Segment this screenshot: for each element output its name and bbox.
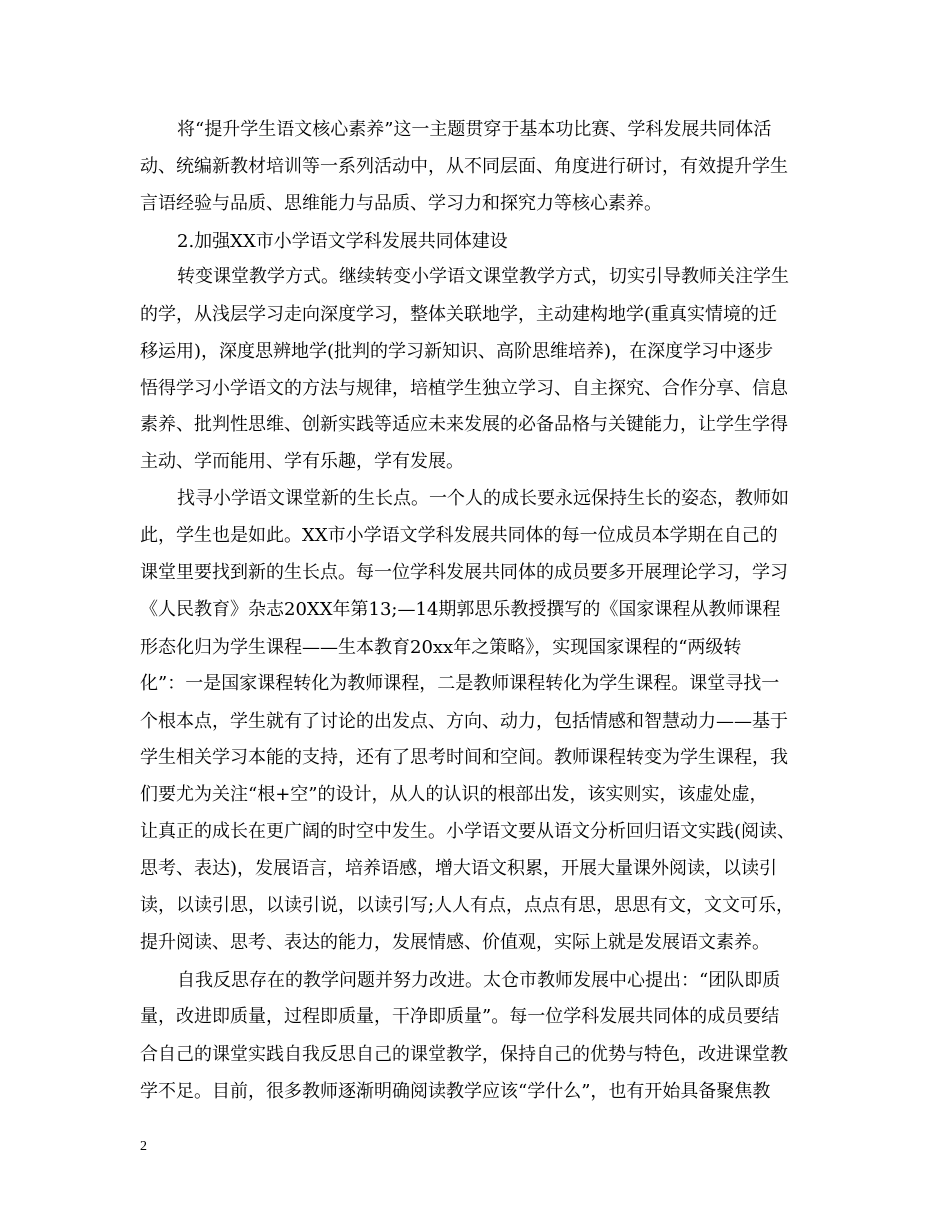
text-line: 转变课堂教学方式。继续转变小学语文课堂教学方式，切实引导教师关注学生 — [177, 266, 789, 287]
text-line: 2.加强XX市小学语文学科发展共同体建设 — [177, 231, 508, 252]
text-line: 素养、批判性思维、创新实践等适应未来发展的必备品格与关键能力，让学生学得 — [140, 414, 788, 435]
text-line: 此，学生也是如此。XX市小学语文学科发展共同体的每一位成员本学期在自己的 — [140, 525, 778, 546]
text-line: 个根本点，学生就有了讨论的出发点、方向、动力，包括情感和智慧动力——基于 — [140, 711, 788, 732]
text-line: 动、统编新教材培训等一系列活动中，从不同层面、角度进行研讨，有效提升学生 — [140, 156, 788, 177]
page-number: 2 — [140, 1139, 147, 1154]
text-line: 课堂里要找到新的生长点。每一位学科发展共同体的成员要多开展理论学习，学习 — [140, 562, 788, 583]
text-line: 形态化归为学生课程——生本教育20xx年之策略》，实现国家课程的“两级转 — [140, 637, 742, 658]
text-line: 的学，从浅层学习走向深度学习，整体关联地学，主动建构地学(重真实情境的迁 — [140, 304, 778, 325]
text-line: 思考、表达)，发展语言，培养语感，增大语文积累，开展大量课外阅读，以读引 — [140, 858, 778, 879]
text-line: 自我反思存在的教学问题并努力改进。太仓市教师发展中心提出：“团队即质 — [177, 970, 781, 991]
text-line: 找寻小学语文课堂新的生长点。一个人的成长要永远保持生长的姿态，教师如 — [177, 488, 789, 509]
text-line: 读，以读引思，以读引说，以读引写;人人有点，点点有思，思思有文，文文可乐， — [140, 895, 795, 916]
text-line: 化”：一是国家课程转化为教师课程，二是教师课程转化为学生课程。课堂寻找一 — [140, 673, 780, 694]
text-line: 言语经验与品质、思维能力与品质、学习力和探究力等核心素养。 — [140, 193, 662, 214]
text-line: 主动、学而能用、学有乐趣，学有发展。 — [140, 451, 464, 472]
text-line: 提升阅读、思考、表达的能力，发展情感、价值观，实际上就是发展语文素养。 — [140, 932, 770, 953]
text-line: 《人民教育》杂志20XX年第13;—14期郭思乐教授撰写的《国家课程从教师课程 — [140, 599, 781, 620]
text-line: 移运用)，深度思辨地学(批判的学习新知识、高阶思维培养)，在深度学习中逐步 — [140, 341, 774, 362]
text-line: 悟得学习小学语文的方法与规律，培植学生独立学习、自主探究、合作分享、信息 — [140, 378, 788, 399]
text-line: 让真正的成长在更广阔的时空中发生。小学语文要从语文分析回归语文实践(阅读、 — [140, 821, 796, 842]
text-line: 学生相关学习本能的支持，还有了思考时间和空间。教师课程转变为学生课程，我 — [140, 747, 788, 768]
text-line: 合自己的课堂实践自我反思自己的课堂教学，保持自己的优势与特色，改进课堂教 — [140, 1044, 788, 1065]
text-line: 量，改进即质量，过程即质量，干净即质量”。每一位学科发展共同体的成员要结 — [140, 1006, 780, 1027]
text-line: 学不足。目前，很多教师逐渐明确阅读教学应该“学什么”，也有开始具备聚焦教 — [140, 1081, 771, 1102]
text-line: 们要尤为关注“根+空”的设计，从人的认识的根部出发，该实则实，该虚处虚， — [140, 784, 768, 805]
text-line: 将“提升学生语文核心素养”这一主题贯穿于基本功比赛、学科发展共同体活 — [177, 119, 772, 140]
